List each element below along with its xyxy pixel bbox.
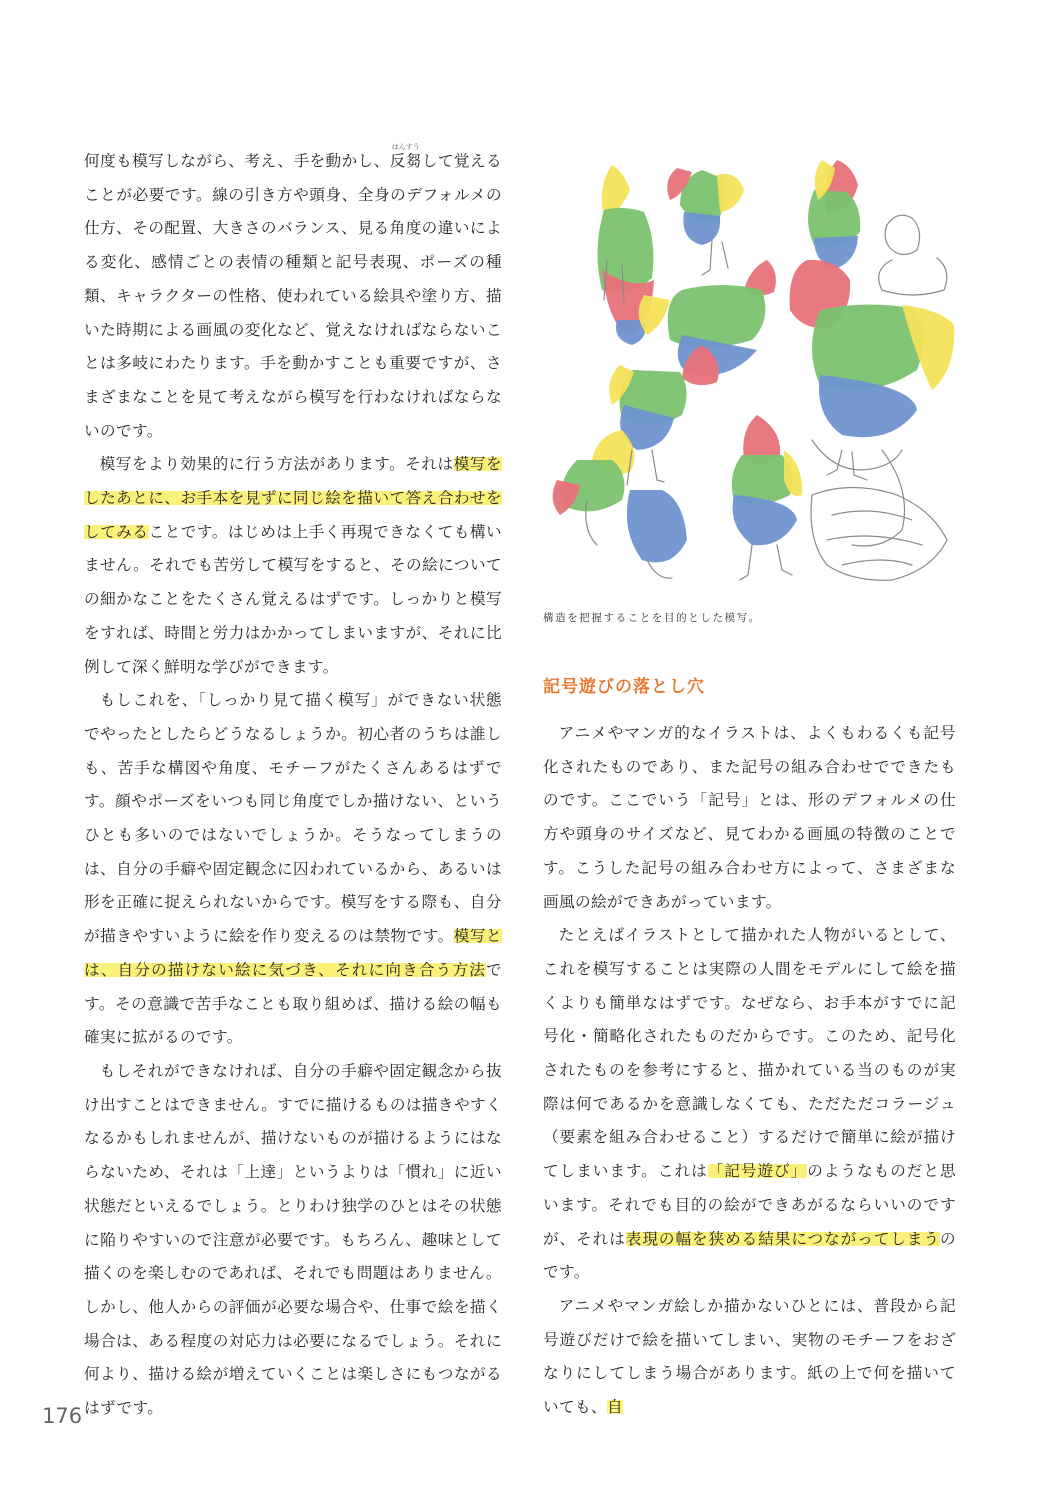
text-run: もしこれを、「しっかり見て描く模写」ができない状態でやったとしたらどうなるしょうか。初心者のうちは誰しも、苦手な構図や角度、モチーフがたくさんあるはずです。顔やポーズをいつも同じ角度でしか描けない、というひとも多いのではないでしょうか。そうなってしまうのは、自分の手癖や固定観念に囚われているから、あるいは形を正確に捉えられないからです。模写をする際も、自分が描きやすいように絵を作り変えるのは禁物です。 <box>84 691 502 946</box>
page-number: 176 <box>42 1404 83 1428</box>
text-run: アニメやマンガ絵しか描かないひとには、普段から記号遊びだけで絵を描いてしまい、実物のモチーフをおざなりにしてしまう場合があります。紙の上で何を描いていても、 <box>543 1296 956 1417</box>
text-run: して覚えることが必要です。線の引き方や頭身、全身のデフォルメの仕方、その配置、大きさのバランス、見る角度の違いによる変化、感情ごとの表情の種類と記号表現、ポーズの種類、キャラクターの性格、使われている絵具や塗り方、描いた時期による画風の変化など、覚えなければならないことは多岐にわたります。手を動かすことも重要ですが、さまざまなことを見て考えながら模写を行わなければならないのです。 <box>84 152 502 440</box>
text-run: のです。 <box>543 1229 956 1282</box>
highlighted-text: 模写をしたあとに、お手本を見ずに同じ絵を描いて答え合わせをしてみる <box>84 455 503 541</box>
highlighted-text: 「記号遊び」 <box>707 1162 808 1181</box>
text-run: ことです。はじめは上手く再現できなくても構いません。それでも苦労して模写をすると、その絵についての細かなことをたくさん覚えるはずです。しっかりと模写をすれば、時間と労力はかかってしまいますが、それに比例して深く鮮明な学びができます。 <box>84 522 502 676</box>
chicken-sketch-illustration <box>552 150 956 600</box>
paragraph-7 <box>543 1290 956 1425</box>
highlighted-text: 模写とは、自分の描けない絵に気づき、それに向き合う方法 <box>84 927 503 979</box>
highlighted-text: 表現の幅を狭める結果につながってしまう <box>625 1229 940 1248</box>
paragraph-4: もしそれができなければ、自分の手癖や固定観念から抜け出すことはできません。すでに描けるものは描きやすくなるかもしれませんが、描けないものが描けるようにはならないため、それは「上達」というよりは「慣れ」に近い状態だといえるでしょう。とりわけ独学のひとはその状態に陥りやすいので注意が必要です。もちろん、趣味として描くのを楽しむのであれば、それでも問題はありません。しかし、他人からの評価が必要な場合や、仕事で絵を描く場合は、ある程度の対応力は必要になるでしょう。それに何より、描ける絵が増えていくことは楽しさにもつながるはずです。 <box>84 1061 502 1418</box>
paragraph-1 <box>84 145 502 448</box>
paragraph-3 <box>84 684 502 1055</box>
paragraph-5: アニメやマンガ的なイラストは、よくもわるくも記号化されたものであり、また記号の組み合わせでできたものです。ここでいう「記号」とは、形のデフォルメの仕方や頭身のサイズなど、見てわかる画風の特徴のことです。こうした記号の組み合わせ方によって、さまざまな画風の絵ができあがっています。 <box>543 724 956 911</box>
right-column <box>543 717 956 1425</box>
text-run: のようなものだと思います。それでも目的の絵ができあがるならいいのですが、それは <box>543 1162 956 1248</box>
ruby-base: 反芻 <box>389 152 422 170</box>
text-run: 模写をより効果的に行う方法があります。それは <box>99 455 454 474</box>
paragraph-6 <box>543 919 956 1290</box>
ruby-reading: はんすう <box>391 143 420 151</box>
highlighted-text: 自 <box>606 1398 623 1417</box>
paragraph-2 <box>84 448 502 684</box>
left-column <box>84 145 502 1426</box>
text-run: たとえばイラストとして描かれた人物がいるとして、これを模写することは実際の人間をモデルにして絵を描くよりも簡単なはずです。なぜなら、お手本がすでに記号化・簡略化されたものだからです。このため、記号化されたものを参考にすると、描かれている当のものが実際は何であるかを意識しなくても、ただただコラージュ（要素を組み合わせること）するだけで簡単に絵が描けてしまいます。これは <box>543 926 956 1181</box>
text-run: です。その意識で苦手なことも取り組めば、描ける絵の幅も確実に拡がるのです。 <box>84 960 502 1047</box>
ruby-term <box>389 143 422 170</box>
text-run: 何度も模写しながら、考え、手を動かし、 <box>84 152 390 170</box>
section-heading: 記号遊びの落とし穴 <box>543 677 705 697</box>
figure-caption: 構造を把握することを目的とした模写。 <box>543 612 761 624</box>
